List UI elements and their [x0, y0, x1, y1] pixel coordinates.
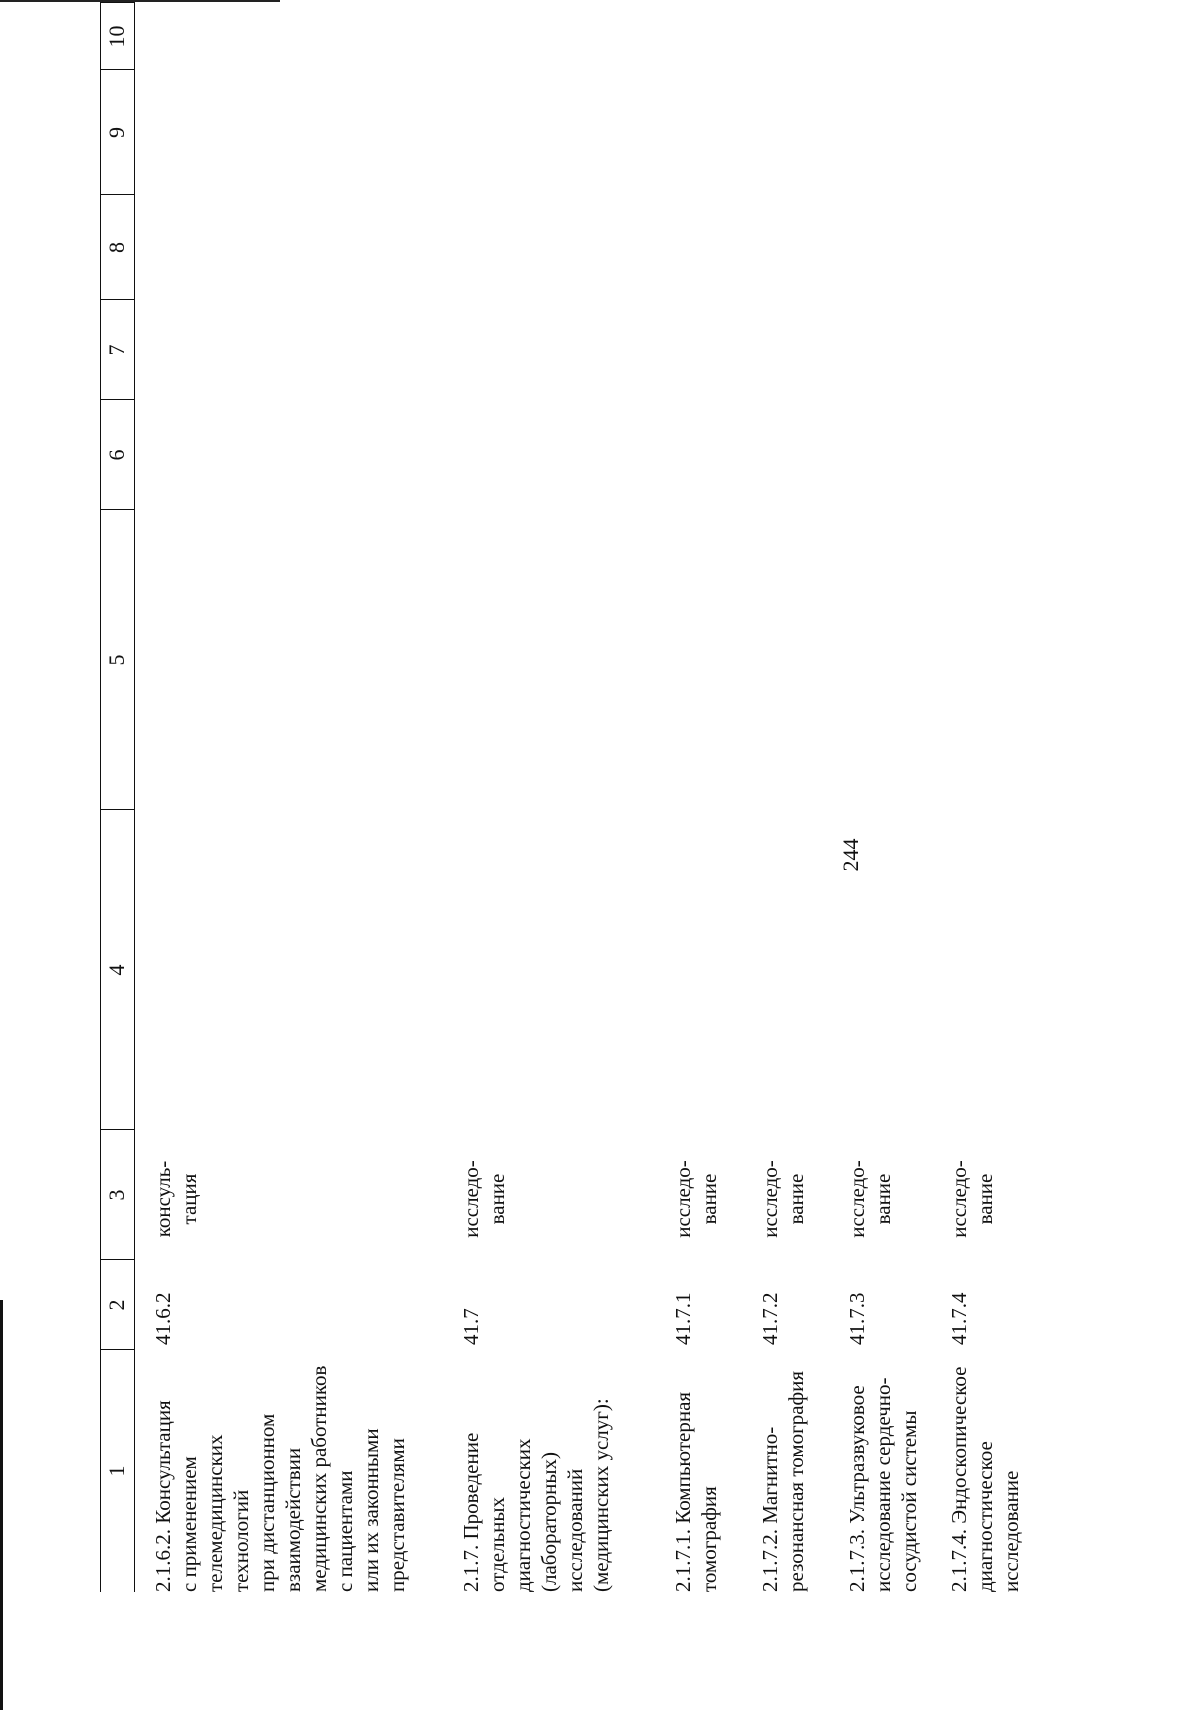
text-line: томография [697, 1486, 721, 1592]
table-row-description [757, 1362, 809, 1592]
column-header-9: 9 [104, 127, 129, 138]
text-line: 2.1.7.2. Магнитно- [758, 1426, 782, 1592]
text-line: диагностическое [973, 1441, 997, 1592]
table-row-code: 41.7.1 [671, 1292, 695, 1345]
table-row-unit [946, 1144, 998, 1254]
text-line: сосудистой системы [897, 1410, 921, 1592]
table-row-description [150, 1362, 410, 1592]
text-line: исследо- [758, 1160, 782, 1238]
text-line: вание [697, 1173, 721, 1225]
table-row-description [844, 1362, 922, 1592]
text-line: 2.1.7.3. Ультразвуковое [845, 1385, 869, 1592]
header-bottom-rule [134, 2, 135, 1592]
text-line: исследование сердечно- [871, 1377, 895, 1592]
text-line: вание [871, 1173, 895, 1225]
text-line: телемедицинских [203, 1434, 227, 1592]
text-line: 2.1.7. Проведение [459, 1432, 483, 1592]
text-line: тация [177, 1173, 201, 1225]
text-line: (лабораторных) [537, 1452, 561, 1592]
column-header-3: 3 [104, 1189, 129, 1201]
table-row-code: 41.7 [459, 1308, 483, 1345]
text-line: представителями [385, 1438, 409, 1592]
text-line: вание [784, 1173, 808, 1225]
text-line: технологий [229, 1489, 253, 1592]
table-row-code: 41.7.3 [845, 1292, 869, 1345]
table-row-unit [757, 1144, 809, 1254]
table [100, 2, 1100, 1592]
table-row-code: 41.7.4 [947, 1292, 971, 1345]
table-row-unit [458, 1144, 510, 1254]
column-header-5: 5 [104, 654, 129, 666]
column-header-1: 1 [104, 1465, 129, 1477]
table-row-unit [670, 1144, 722, 1254]
text-line: с применением [177, 1456, 201, 1592]
text-line: 2.1.7.4. Эндоскопическое [947, 1366, 971, 1592]
text-line: исследо- [947, 1160, 971, 1238]
text-line: исследо- [845, 1160, 869, 1238]
text-line: исследо- [459, 1160, 483, 1238]
text-line: с пациентами [333, 1470, 357, 1592]
text-line: взаимодействии [281, 1447, 305, 1592]
table-row-unit [844, 1144, 896, 1254]
table-row-code: 41.6.2 [151, 1292, 175, 1345]
table-row-description [670, 1362, 722, 1592]
text-line: диагностических [511, 1438, 535, 1592]
table-row-description [458, 1362, 614, 1592]
text-line: исследований [563, 1468, 587, 1592]
column-header-2: 2 [104, 1299, 129, 1311]
text-line: консуль- [151, 1160, 175, 1238]
page-number: 244 [838, 838, 863, 872]
column-header-4: 4 [104, 964, 129, 976]
text-line: 2.1.7.1. Компьютерная [671, 1391, 695, 1592]
text-line: отдельных [485, 1496, 509, 1592]
text-line: при дистанционном [255, 1413, 279, 1592]
table-row-code: 41.7.2 [758, 1292, 782, 1345]
text-line: 2.1.6.2. Консультация [151, 1400, 175, 1592]
table-row-unit [150, 1144, 202, 1254]
column-header-10: 10 [104, 25, 129, 48]
text-line: или их законными [359, 1428, 383, 1592]
column-header-7: 7 [104, 344, 129, 356]
text-line: исследо- [671, 1160, 695, 1238]
table-row-description [946, 1362, 1024, 1592]
text-line: вание [485, 1173, 509, 1225]
column-header-8: 8 [104, 242, 129, 253]
text-line: вание [973, 1173, 997, 1225]
text-line: медицинских работников [307, 1365, 331, 1592]
text-line: (медицинских услуг): [589, 1398, 613, 1592]
column-header-6: 6 [104, 449, 129, 461]
text-line: исследование [999, 1470, 1023, 1592]
text-line: резонансная томография [784, 1370, 808, 1592]
